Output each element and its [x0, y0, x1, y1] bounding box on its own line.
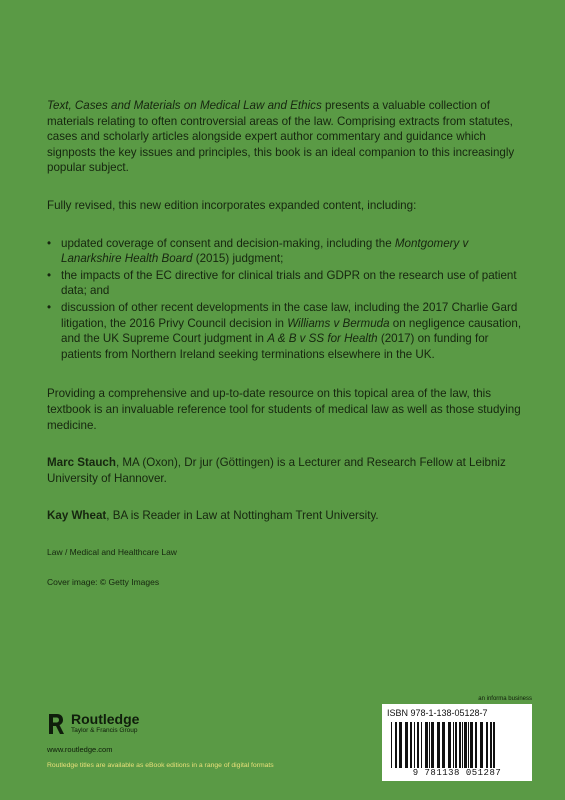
author-name: Marc Stauch	[47, 456, 116, 470]
barcode-bar	[453, 722, 454, 768]
case-name: A & B v SS for Health	[267, 332, 378, 346]
bullet-icon: •	[47, 300, 52, 314]
barcode-bar	[462, 722, 463, 768]
barcode-bar	[425, 722, 428, 768]
book-title: Text, Cases and Materials on Medical Law and Ethics	[47, 99, 322, 112]
author-bio: Marc Stauch, MA (Oxon), Dr jur (Göttingen) is a Lecturer and Research Fellow at Leibniz University of Hannover.	[47, 456, 506, 485]
barcode-bar	[405, 722, 408, 768]
barcode-number: 9 781138 051287	[412, 768, 502, 778]
closing-paragraph: Providing a comprehensive and up-to-date resource on this topical area of the law, this textbook is an invaluable reference tool for students of medical law as well as those studying medicine.	[47, 387, 521, 432]
ebook-note: Routledge titles are available as eBook editions in a range of digital formats	[47, 762, 274, 769]
isbn-label: ISBN 978-1-138-05128-7	[387, 708, 488, 718]
back-cover-text	[47, 98, 527, 588]
list-item: • updated coverage of consent and decision-making, including the Montgomery v Lanarkshire Health Board (2015) judgment;	[47, 236, 469, 266]
barcode-bar	[442, 722, 445, 768]
cover-credit: Cover image: © Getty Images	[47, 576, 160, 587]
barcode-bar	[414, 722, 415, 768]
author-bio: Kay Wheat, BA is Reader in Law at Nottingham Trent University.	[47, 509, 379, 523]
barcode-bar	[395, 722, 397, 768]
barcode-bar	[417, 722, 419, 768]
barcode-bar	[431, 722, 434, 768]
case-name: Williams v Bermuda	[287, 316, 390, 330]
list-item: • discussion of other recent developments in the case law, including the 2017 Charlie Gard litigation, the 2016 Privy Council decision in Williams v Bermuda on negligence causation, and the UK Supreme Court judgment in A & B v SS for Health (2017) on funding for patients from Northern Ireland seeking terminations elsewhere in the UK.	[47, 300, 522, 361]
barcode-bar	[480, 722, 483, 768]
publisher-logo	[47, 712, 207, 735]
barcode-bar	[399, 722, 402, 768]
barcode-image	[387, 722, 527, 768]
barcode-bar	[421, 722, 422, 768]
barcode-bar	[490, 722, 492, 768]
bullet-icon: •	[47, 268, 52, 282]
publisher-block	[47, 712, 207, 754]
barcode-bar	[455, 722, 457, 768]
barcode-bar	[475, 722, 477, 768]
intro-paragraph	[47, 98, 527, 176]
publisher-group: Taylor & Francis Group	[71, 727, 138, 734]
barcode-box	[382, 704, 532, 781]
publisher-name: Routledge	[71, 711, 140, 727]
barcode-bar	[486, 722, 488, 768]
barcode-bar	[429, 722, 430, 768]
case-name: Montgomery v Lanarkshire Health Board	[61, 236, 469, 266]
barcode-bar	[410, 722, 412, 768]
informa-tagline: an informa business	[478, 696, 532, 702]
barcode-bar	[464, 722, 467, 768]
barcode-bar	[493, 722, 495, 768]
barcode-area	[382, 696, 532, 781]
barcode-bar	[459, 722, 461, 768]
bullet-icon: •	[47, 236, 52, 250]
barcode-bar	[391, 722, 392, 768]
barcode-bar	[468, 722, 469, 768]
publisher-url[interactable]: www.routledge.com	[47, 745, 113, 754]
barcode-bar	[448, 722, 451, 768]
barcode-bar	[437, 722, 440, 768]
lead-paragraph: Fully revised, this new edition incorporates expanded content, including:	[47, 198, 417, 212]
barcode-bar	[470, 722, 473, 768]
list-item: • the impacts of the EC directive for clinical trials and GDPR on the research use of patient data; and	[47, 268, 517, 298]
subject-category: Law / Medical and Healthcare Law	[47, 546, 177, 557]
intro-text: presents a valuable collection of materials relating to often controversial areas of the law. Comprising extracts from statutes, cases and scholarly articles alongside expert author commentary and guidance which signposts the key issues and principles, this book is an ideal companion to this increasingly popular subject.	[47, 99, 515, 175]
routledge-logo-icon	[47, 713, 65, 735]
author-name: Kay Wheat	[47, 509, 107, 523]
feature-list	[47, 236, 527, 363]
